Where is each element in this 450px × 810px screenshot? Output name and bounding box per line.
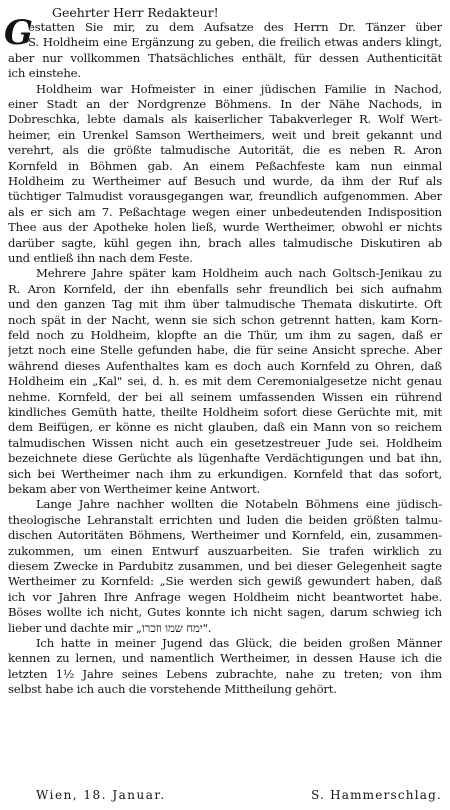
text-line: letzten 1½ Jahre seines Lebens zubrachte, nahe zu treten; von ihm <box>8 666 442 681</box>
text-line: dischen Autoritäten Böhmens, Wertheimer und Kornfeld, ein, zusammen- <box>8 528 442 543</box>
text-line: selbst habe ich auch die vorstehende Mittheilung gehört. <box>8 682 337 697</box>
text-line: Böses wollte ich nicht, Gutes konnte ich nicht sagen, darum schwieg ich <box>8 605 442 620</box>
text-line: lieber und dachte mir „ימח שמו וזכרו". <box>8 620 212 635</box>
text-line: feld noch zu Holdheim, klopfte an die Thür, um ihm zu sagen, daß er <box>8 328 442 342</box>
text-line: estatten Sie mir, zu dem Aufsatze des Herrn Dr. Tänzer über <box>28 20 442 34</box>
text-line: noch spät in der Nacht, wenn sie sich schon getrennt hatten, kam Korn- <box>8 312 442 327</box>
text-line: Dobreschka, lebte damals als kaiserlicher Tabakverleger R. Wolf Wert- <box>8 112 442 127</box>
author-signature: S. Hammerschlag. <box>311 788 442 802</box>
text-line: bezeichnete diese Gerüchte als lügenhafte Verdächtigungen und bat ihn, <box>8 451 442 466</box>
text-line: als er sich am 7. Peßachtage wegen einer unbedeutenden Indisposition <box>8 204 442 219</box>
text-line: Wertheimer zu Kornfeld: „Sie werden sich gewiß gewundert haben, daß <box>8 574 442 589</box>
text-line: ich vor Jahren Ihre Anfrage wegen Holdheim nicht beantwortet habe. <box>8 589 442 604</box>
text-line: theologische Lehranstalt errichten und luden die beiden größten talmu- <box>8 512 442 527</box>
text-line: tüchtiger Talmudist vorausgegangen war, freundlich aufgenommen. Aber <box>8 189 442 204</box>
text-line: Holdheim ein „Kal" sei, d. h. es mit dem Ceremonialgesetze nicht genau <box>8 374 442 389</box>
text-line: Ich hatte in meiner Jugend das Glück, die beiden großen Männer <box>36 636 442 650</box>
text-line: R. Aron Kornfeld, der ihn ebenfalls sehr freundlich bei sich aufnahm <box>8 281 442 296</box>
text-line: darüber sagte, kühl gegen ihn, brach alles talmudische Diskutiren ab <box>8 235 442 250</box>
text-line: und entließ ihn nach dem Feste. <box>8 251 193 265</box>
text-line: dem Beifügen, er könne es nicht glauben, daß ein Mann von so reichem <box>8 420 442 435</box>
text-line: Thee aus der Apotheke holen ließ, wurde Wertheimer, obwohl er nichts <box>8 220 442 235</box>
text-line: nehme. Kornfeld, der bei all seinem umfassenden Wissen ein rührend <box>8 389 442 404</box>
text-line: Kornfeld in Böhmen gab. An einem Peßachfeste kam nun einmal <box>8 158 442 173</box>
drop-cap-initial: G <box>4 13 34 53</box>
text-line: ich einstehe. <box>8 66 81 81</box>
text-line: heimer, ein Urenkel Samson Wertheimers, weit und breit gekannt und <box>8 127 442 142</box>
text-line: Holdheim zu Wertheimer auf Besuch und wurde, da ihm der Ruf als <box>8 174 442 188</box>
text-line: einer Stadt an der Nordgrenze Böhmens. In der Nähe Nachods, in <box>8 97 442 111</box>
text-line: Lange Jahre nachher wollten die Notabeln Böhmens eine jüdisch- <box>36 497 442 512</box>
text-line: S. Holdheim eine Ergänzung zu geben, die freilich etwas anders klingt, <box>28 35 442 50</box>
text-line: jetzt noch eine Stelle gefunden habe, die für seine Ansicht spreche. Aber <box>8 343 442 358</box>
text-line: diesem Zwecke in Pardubitz zusammen, und bei dieser Gelegenheit sagte <box>8 559 442 573</box>
text-line: zukommen, um einen Entwurf auszuarbeiten. Sie trafen wirklich zu <box>8 543 442 558</box>
text-line: kennen zu lernen, und namentlich Wertheimer, in dessen Hause ich die <box>8 651 442 666</box>
text-line: sich bei Wertheimer nach ihm zu erkundigen. Kornfeld that das sofort, <box>8 466 442 481</box>
text-line: bekam aber von Wertheimer keine Antwort. <box>8 482 261 496</box>
text-line: aber nur vollkommen Thatsächliches enthält, für dessen Authenticität <box>8 50 442 65</box>
text-line: Mehrere Jahre später kam Holdheim auch nach Goltsch-Jenikau zu <box>36 266 442 281</box>
text-line: kindliches Gemüth hatte, theilte Holdheim sofort diese Gerüchte mit, mit <box>8 405 442 419</box>
text-line: verehrt, als die größte talmudische Autorität, die es neben R. Aron <box>8 143 442 158</box>
salutation: Geehrter Herr Redakteur! <box>52 5 219 20</box>
signature-line <box>8 786 442 804</box>
text-line: während dieses Aufenthaltes kam es doch auch Kornfeld zu Ohren, daß <box>8 358 442 373</box>
text-line: Holdheim war Hofmeister in einer jüdischen Familie in Nachod, <box>36 81 442 96</box>
place-and-date: Wien, 18. Januar. <box>36 788 166 802</box>
text-line: talmudischen Wissen nicht auch ein gesetzestreuer Jude sei. Holdheim <box>8 435 442 450</box>
text-line: und den ganzen Tag mit ihm über talmudische Themata diskutirte. Oft <box>8 297 442 312</box>
